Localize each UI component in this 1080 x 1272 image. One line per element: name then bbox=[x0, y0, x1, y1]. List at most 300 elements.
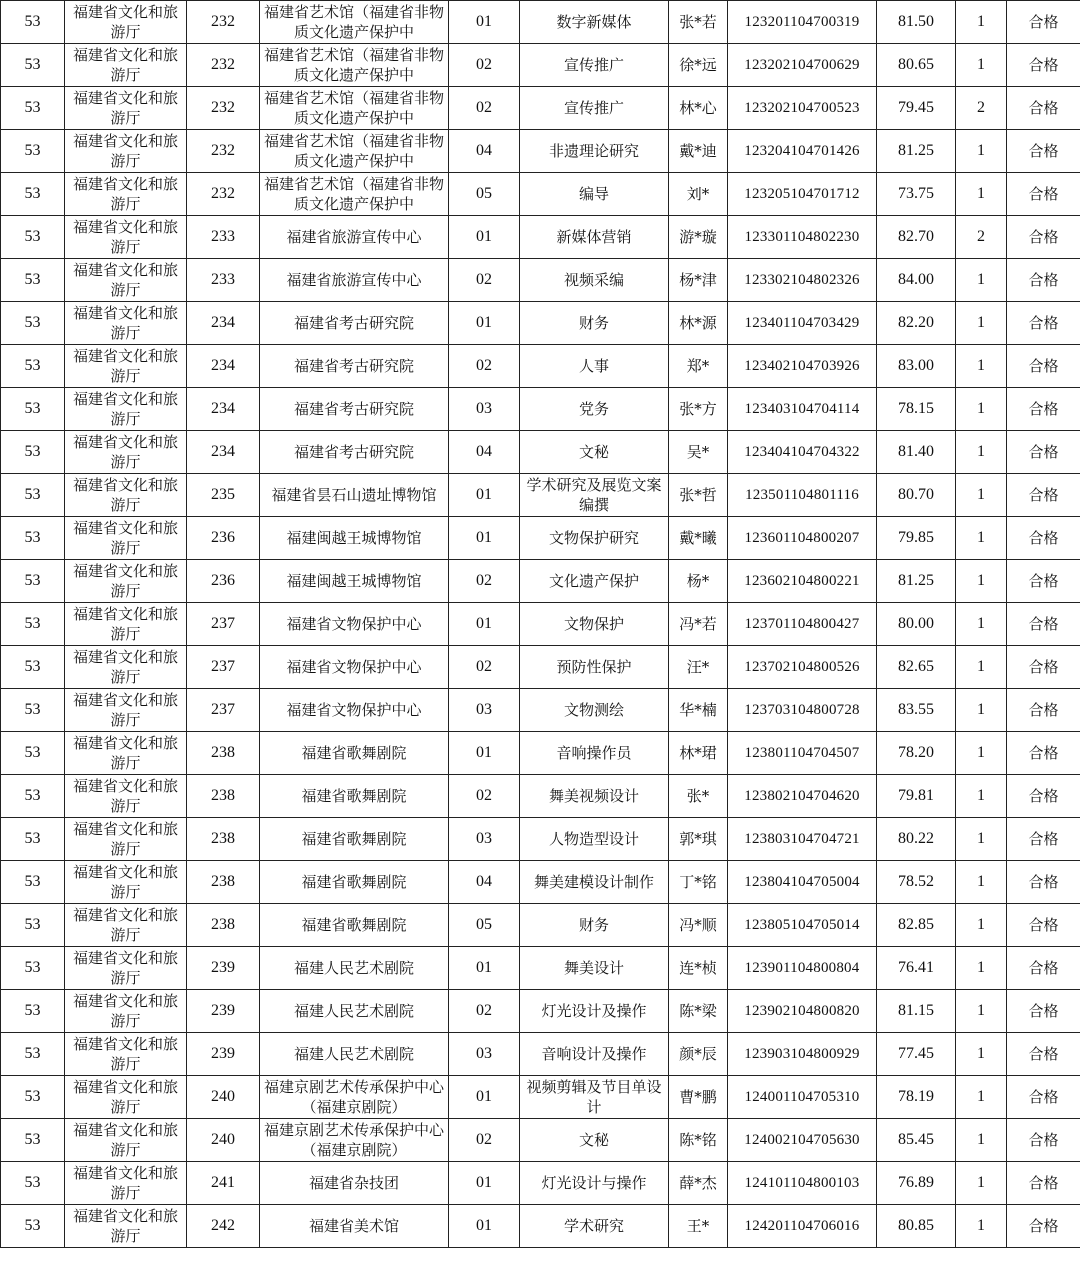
position-name-cell: 文物保护 bbox=[520, 603, 669, 646]
dept-name-cell: 福建省文化和旅游厅 bbox=[65, 216, 187, 259]
table-row bbox=[1, 603, 1080, 646]
ticket-number-cell: 123202104700523 bbox=[728, 87, 877, 130]
dept-code-cell: 53 bbox=[1, 818, 65, 861]
unit-code-cell: 238 bbox=[187, 775, 260, 818]
result-cell: 合格 bbox=[1007, 861, 1080, 904]
result-cell: 合格 bbox=[1007, 302, 1080, 345]
score-cell: 85.45 bbox=[877, 1119, 956, 1162]
unit-code-cell: 237 bbox=[187, 603, 260, 646]
dept-code-cell: 53 bbox=[1, 904, 65, 947]
unit-name-cell: 福建省歌舞剧院 bbox=[260, 904, 449, 947]
unit-code-cell: 241 bbox=[187, 1162, 260, 1205]
position-code-cell: 03 bbox=[449, 1033, 520, 1076]
candidate-name-cell: 游*璇 bbox=[669, 216, 728, 259]
candidate-name-cell: 徐*远 bbox=[669, 44, 728, 87]
position-code-cell: 04 bbox=[449, 861, 520, 904]
position-name-cell: 视频剪辑及节目单设计 bbox=[520, 1076, 669, 1119]
dept-code-cell: 53 bbox=[1, 1076, 65, 1119]
unit-code-cell: 238 bbox=[187, 732, 260, 775]
candidate-name-cell: 郭*琪 bbox=[669, 818, 728, 861]
table-row bbox=[1, 818, 1080, 861]
candidate-name-cell: 曹*鹏 bbox=[669, 1076, 728, 1119]
unit-code-cell: 239 bbox=[187, 947, 260, 990]
unit-name-cell: 福建京剧艺术传承保护中心（福建京剧院） bbox=[260, 1076, 449, 1119]
candidate-name-cell: 丁*铭 bbox=[669, 861, 728, 904]
score-cell: 78.20 bbox=[877, 732, 956, 775]
score-cell: 83.00 bbox=[877, 345, 956, 388]
result-cell: 合格 bbox=[1007, 1, 1080, 44]
dept-code-cell: 53 bbox=[1, 431, 65, 474]
position-code-cell: 02 bbox=[449, 560, 520, 603]
unit-code-cell: 234 bbox=[187, 388, 260, 431]
ticket-number-cell: 124101104800103 bbox=[728, 1162, 877, 1205]
table-row bbox=[1, 732, 1080, 775]
position-name-cell: 数字新媒体 bbox=[520, 1, 669, 44]
position-name-cell: 编导 bbox=[520, 173, 669, 216]
score-cell: 77.45 bbox=[877, 1033, 956, 1076]
candidate-name-cell: 颜*辰 bbox=[669, 1033, 728, 1076]
score-cell: 80.85 bbox=[877, 1205, 956, 1248]
position-code-cell: 01 bbox=[449, 1205, 520, 1248]
position-name-cell: 音响设计及操作 bbox=[520, 1033, 669, 1076]
unit-code-cell: 238 bbox=[187, 904, 260, 947]
result-cell: 合格 bbox=[1007, 1033, 1080, 1076]
score-cell: 82.85 bbox=[877, 904, 956, 947]
rank-cell: 1 bbox=[956, 947, 1007, 990]
ticket-number-cell: 123403104704114 bbox=[728, 388, 877, 431]
score-cell: 81.15 bbox=[877, 990, 956, 1033]
dept-code-cell: 53 bbox=[1, 1162, 65, 1205]
unit-code-cell: 236 bbox=[187, 517, 260, 560]
candidate-name-cell: 冯*顺 bbox=[669, 904, 728, 947]
rank-cell: 2 bbox=[956, 87, 1007, 130]
position-name-cell: 学术研究 bbox=[520, 1205, 669, 1248]
position-code-cell: 01 bbox=[449, 947, 520, 990]
table-row bbox=[1, 1119, 1080, 1162]
dept-code-cell: 53 bbox=[1, 1, 65, 44]
score-cell: 82.65 bbox=[877, 646, 956, 689]
position-code-cell: 01 bbox=[449, 603, 520, 646]
candidate-name-cell: 林*心 bbox=[669, 87, 728, 130]
dept-code-cell: 53 bbox=[1, 689, 65, 732]
ticket-number-cell: 123805104705014 bbox=[728, 904, 877, 947]
dept-code-cell: 53 bbox=[1, 259, 65, 302]
dept-name-cell: 福建省文化和旅游厅 bbox=[65, 44, 187, 87]
result-cell: 合格 bbox=[1007, 1162, 1080, 1205]
candidate-name-cell: 汪* bbox=[669, 646, 728, 689]
unit-code-cell: 237 bbox=[187, 646, 260, 689]
candidate-name-cell: 张*方 bbox=[669, 388, 728, 431]
position-name-cell: 视频采编 bbox=[520, 259, 669, 302]
unit-code-cell: 236 bbox=[187, 560, 260, 603]
ticket-number-cell: 123602104800221 bbox=[728, 560, 877, 603]
rank-cell: 1 bbox=[956, 1033, 1007, 1076]
result-cell: 合格 bbox=[1007, 474, 1080, 517]
ticket-number-cell: 123804104705004 bbox=[728, 861, 877, 904]
rank-cell: 1 bbox=[956, 775, 1007, 818]
position-name-cell: 财务 bbox=[520, 904, 669, 947]
table-row bbox=[1, 689, 1080, 732]
score-cell: 79.45 bbox=[877, 87, 956, 130]
position-name-cell: 灯光设计及操作 bbox=[520, 990, 669, 1033]
candidate-name-cell: 林*源 bbox=[669, 302, 728, 345]
score-cell: 84.00 bbox=[877, 259, 956, 302]
table-row bbox=[1, 1162, 1080, 1205]
ticket-number-cell: 123901104800804 bbox=[728, 947, 877, 990]
position-code-cell: 01 bbox=[449, 517, 520, 560]
dept-code-cell: 53 bbox=[1, 1033, 65, 1076]
dept-name-cell: 福建省文化和旅游厅 bbox=[65, 904, 187, 947]
table-row bbox=[1, 861, 1080, 904]
dept-code-cell: 53 bbox=[1, 388, 65, 431]
unit-name-cell: 福建省艺术馆（福建省非物质文化遗产保护中 bbox=[260, 173, 449, 216]
unit-name-cell: 福建省歌舞剧院 bbox=[260, 732, 449, 775]
position-code-cell: 03 bbox=[449, 689, 520, 732]
dept-name-cell: 福建省文化和旅游厅 bbox=[65, 818, 187, 861]
table-row bbox=[1, 1, 1080, 44]
rank-cell: 1 bbox=[956, 302, 1007, 345]
unit-name-cell: 福建人民艺术剧院 bbox=[260, 990, 449, 1033]
position-name-cell: 人事 bbox=[520, 345, 669, 388]
ticket-number-cell: 123703104800728 bbox=[728, 689, 877, 732]
score-cell: 83.55 bbox=[877, 689, 956, 732]
result-cell: 合格 bbox=[1007, 87, 1080, 130]
unit-code-cell: 233 bbox=[187, 216, 260, 259]
result-cell: 合格 bbox=[1007, 517, 1080, 560]
candidate-name-cell: 张*哲 bbox=[669, 474, 728, 517]
unit-name-cell: 福建闽越王城博物馆 bbox=[260, 560, 449, 603]
position-name-cell: 文秘 bbox=[520, 1119, 669, 1162]
unit-code-cell: 238 bbox=[187, 861, 260, 904]
table-row bbox=[1, 990, 1080, 1033]
dept-code-cell: 53 bbox=[1, 732, 65, 775]
result-cell: 合格 bbox=[1007, 44, 1080, 87]
dept-code-cell: 53 bbox=[1, 775, 65, 818]
candidate-name-cell: 郑* bbox=[669, 345, 728, 388]
score-cell: 80.65 bbox=[877, 44, 956, 87]
candidate-name-cell: 陈*梁 bbox=[669, 990, 728, 1033]
table-row bbox=[1, 560, 1080, 603]
position-code-cell: 02 bbox=[449, 345, 520, 388]
dept-code-cell: 53 bbox=[1, 560, 65, 603]
unit-name-cell: 福建省考古研究院 bbox=[260, 431, 449, 474]
rank-cell: 1 bbox=[956, 990, 1007, 1033]
table-row bbox=[1, 474, 1080, 517]
rank-cell: 1 bbox=[956, 431, 1007, 474]
score-cell: 80.70 bbox=[877, 474, 956, 517]
rank-cell: 1 bbox=[956, 517, 1007, 560]
position-name-cell: 党务 bbox=[520, 388, 669, 431]
table-row bbox=[1, 1033, 1080, 1076]
result-cell: 合格 bbox=[1007, 603, 1080, 646]
ticket-number-cell: 123803104704721 bbox=[728, 818, 877, 861]
table-row bbox=[1, 431, 1080, 474]
rank-cell: 1 bbox=[956, 259, 1007, 302]
result-cell: 合格 bbox=[1007, 775, 1080, 818]
position-code-cell: 02 bbox=[449, 775, 520, 818]
unit-name-cell: 福建省旅游宣传中心 bbox=[260, 259, 449, 302]
table-row bbox=[1, 302, 1080, 345]
dept-name-cell: 福建省文化和旅游厅 bbox=[65, 1076, 187, 1119]
unit-code-cell: 235 bbox=[187, 474, 260, 517]
ticket-number-cell: 123201104700319 bbox=[728, 1, 877, 44]
table-row bbox=[1, 173, 1080, 216]
score-cell: 78.19 bbox=[877, 1076, 956, 1119]
position-code-cell: 05 bbox=[449, 173, 520, 216]
candidate-name-cell: 张* bbox=[669, 775, 728, 818]
position-name-cell: 宣传推广 bbox=[520, 44, 669, 87]
dept-code-cell: 53 bbox=[1, 1119, 65, 1162]
dept-name-cell: 福建省文化和旅游厅 bbox=[65, 775, 187, 818]
ticket-number-cell: 123202104700629 bbox=[728, 44, 877, 87]
result-cell: 合格 bbox=[1007, 646, 1080, 689]
unit-name-cell: 福建省艺术馆（福建省非物质文化遗产保护中 bbox=[260, 87, 449, 130]
ticket-number-cell: 123702104800526 bbox=[728, 646, 877, 689]
position-name-cell: 宣传推广 bbox=[520, 87, 669, 130]
table-row bbox=[1, 517, 1080, 560]
candidate-name-cell: 杨* bbox=[669, 560, 728, 603]
position-name-cell: 舞美建模设计制作 bbox=[520, 861, 669, 904]
dept-code-cell: 53 bbox=[1, 861, 65, 904]
dept-name-cell: 福建省文化和旅游厅 bbox=[65, 431, 187, 474]
result-cell: 合格 bbox=[1007, 732, 1080, 775]
position-code-cell: 01 bbox=[449, 1162, 520, 1205]
position-name-cell: 文物测绘 bbox=[520, 689, 669, 732]
unit-code-cell: 237 bbox=[187, 689, 260, 732]
ticket-number-cell: 123601104800207 bbox=[728, 517, 877, 560]
score-cell: 79.81 bbox=[877, 775, 956, 818]
candidate-name-cell: 连*桢 bbox=[669, 947, 728, 990]
dept-name-cell: 福建省文化和旅游厅 bbox=[65, 1119, 187, 1162]
dept-name-cell: 福建省文化和旅游厅 bbox=[65, 130, 187, 173]
result-cell: 合格 bbox=[1007, 560, 1080, 603]
position-name-cell: 学术研究及展览文案编撰 bbox=[520, 474, 669, 517]
score-cell: 82.20 bbox=[877, 302, 956, 345]
position-code-cell: 03 bbox=[449, 388, 520, 431]
position-name-cell: 非遗理论研究 bbox=[520, 130, 669, 173]
score-cell: 82.70 bbox=[877, 216, 956, 259]
unit-name-cell: 福建人民艺术剧院 bbox=[260, 1033, 449, 1076]
dept-code-cell: 53 bbox=[1, 44, 65, 87]
dept-name-cell: 福建省文化和旅游厅 bbox=[65, 1, 187, 44]
unit-code-cell: 232 bbox=[187, 173, 260, 216]
candidate-name-cell: 刘* bbox=[669, 173, 728, 216]
candidate-name-cell: 杨*津 bbox=[669, 259, 728, 302]
position-name-cell: 预防性保护 bbox=[520, 646, 669, 689]
candidate-name-cell: 戴*曦 bbox=[669, 517, 728, 560]
candidate-name-cell: 薛*杰 bbox=[669, 1162, 728, 1205]
dept-code-cell: 53 bbox=[1, 345, 65, 388]
score-cell: 81.25 bbox=[877, 560, 956, 603]
position-name-cell: 文秘 bbox=[520, 431, 669, 474]
unit-name-cell: 福建省文物保护中心 bbox=[260, 689, 449, 732]
unit-name-cell: 福建省艺术馆（福建省非物质文化遗产保护中 bbox=[260, 44, 449, 87]
ticket-number-cell: 123802104704620 bbox=[728, 775, 877, 818]
dept-name-cell: 福建省文化和旅游厅 bbox=[65, 732, 187, 775]
rank-cell: 1 bbox=[956, 1, 1007, 44]
unit-name-cell: 福建省歌舞剧院 bbox=[260, 818, 449, 861]
position-name-cell: 新媒体营销 bbox=[520, 216, 669, 259]
unit-code-cell: 232 bbox=[187, 130, 260, 173]
result-cell: 合格 bbox=[1007, 1205, 1080, 1248]
table-row bbox=[1, 259, 1080, 302]
candidate-name-cell: 陈*铭 bbox=[669, 1119, 728, 1162]
rank-cell: 1 bbox=[956, 1162, 1007, 1205]
dept-name-cell: 福建省文化和旅游厅 bbox=[65, 302, 187, 345]
position-name-cell: 人物造型设计 bbox=[520, 818, 669, 861]
rank-cell: 1 bbox=[956, 1205, 1007, 1248]
unit-code-cell: 238 bbox=[187, 818, 260, 861]
dept-name-cell: 福建省文化和旅游厅 bbox=[65, 560, 187, 603]
rank-cell: 1 bbox=[956, 904, 1007, 947]
position-code-cell: 04 bbox=[449, 431, 520, 474]
score-cell: 81.50 bbox=[877, 1, 956, 44]
result-cell: 合格 bbox=[1007, 130, 1080, 173]
unit-code-cell: 234 bbox=[187, 345, 260, 388]
table-row bbox=[1, 904, 1080, 947]
unit-code-cell: 232 bbox=[187, 1, 260, 44]
ticket-number-cell: 123903104800929 bbox=[728, 1033, 877, 1076]
result-cell: 合格 bbox=[1007, 1119, 1080, 1162]
dept-code-cell: 53 bbox=[1, 603, 65, 646]
result-cell: 合格 bbox=[1007, 904, 1080, 947]
unit-name-cell: 福建省艺术馆（福建省非物质文化遗产保护中 bbox=[260, 1, 449, 44]
dept-name-cell: 福建省文化和旅游厅 bbox=[65, 173, 187, 216]
results-table-body bbox=[1, 1, 1080, 1248]
result-cell: 合格 bbox=[1007, 345, 1080, 388]
unit-name-cell: 福建省文物保护中心 bbox=[260, 603, 449, 646]
dept-code-cell: 53 bbox=[1, 517, 65, 560]
result-cell: 合格 bbox=[1007, 173, 1080, 216]
unit-code-cell: 240 bbox=[187, 1119, 260, 1162]
position-name-cell: 财务 bbox=[520, 302, 669, 345]
dept-name-cell: 福建省文化和旅游厅 bbox=[65, 603, 187, 646]
score-cell: 78.15 bbox=[877, 388, 956, 431]
score-cell: 73.75 bbox=[877, 173, 956, 216]
result-cell: 合格 bbox=[1007, 990, 1080, 1033]
result-cell: 合格 bbox=[1007, 431, 1080, 474]
rank-cell: 1 bbox=[956, 44, 1007, 87]
position-code-cell: 02 bbox=[449, 259, 520, 302]
score-cell: 81.40 bbox=[877, 431, 956, 474]
unit-name-cell: 福建闽越王城博物馆 bbox=[260, 517, 449, 560]
result-cell: 合格 bbox=[1007, 1076, 1080, 1119]
rank-cell: 1 bbox=[956, 388, 1007, 431]
result-cell: 合格 bbox=[1007, 689, 1080, 732]
unit-name-cell: 福建省考古研究院 bbox=[260, 302, 449, 345]
unit-code-cell: 233 bbox=[187, 259, 260, 302]
table-row bbox=[1, 87, 1080, 130]
dept-code-cell: 53 bbox=[1, 474, 65, 517]
score-cell: 76.89 bbox=[877, 1162, 956, 1205]
rank-cell: 1 bbox=[956, 689, 1007, 732]
unit-code-cell: 239 bbox=[187, 1033, 260, 1076]
dept-name-cell: 福建省文化和旅游厅 bbox=[65, 1205, 187, 1248]
ticket-number-cell: 123402104703926 bbox=[728, 345, 877, 388]
position-code-cell: 01 bbox=[449, 1076, 520, 1119]
rank-cell: 1 bbox=[956, 130, 1007, 173]
ticket-number-cell: 123401104703429 bbox=[728, 302, 877, 345]
rank-cell: 1 bbox=[956, 1119, 1007, 1162]
position-code-cell: 05 bbox=[449, 904, 520, 947]
table-row bbox=[1, 1076, 1080, 1119]
position-name-cell: 音响操作员 bbox=[520, 732, 669, 775]
dept-code-cell: 53 bbox=[1, 173, 65, 216]
position-code-cell: 02 bbox=[449, 87, 520, 130]
position-code-cell: 02 bbox=[449, 990, 520, 1033]
dept-code-cell: 53 bbox=[1, 302, 65, 345]
dept-code-cell: 53 bbox=[1, 990, 65, 1033]
table-row bbox=[1, 775, 1080, 818]
unit-code-cell: 239 bbox=[187, 990, 260, 1033]
dept-code-cell: 53 bbox=[1, 947, 65, 990]
score-cell: 81.25 bbox=[877, 130, 956, 173]
candidate-name-cell: 张*若 bbox=[669, 1, 728, 44]
ticket-number-cell: 123204104701426 bbox=[728, 130, 877, 173]
candidate-name-cell: 吴* bbox=[669, 431, 728, 474]
ticket-number-cell: 123501104801116 bbox=[728, 474, 877, 517]
score-cell: 80.00 bbox=[877, 603, 956, 646]
candidate-name-cell: 王* bbox=[669, 1205, 728, 1248]
dept-name-cell: 福建省文化和旅游厅 bbox=[65, 689, 187, 732]
unit-code-cell: 232 bbox=[187, 44, 260, 87]
unit-name-cell: 福建省考古研究院 bbox=[260, 345, 449, 388]
table-row bbox=[1, 130, 1080, 173]
unit-name-cell: 福建省昙石山遗址博物馆 bbox=[260, 474, 449, 517]
result-cell: 合格 bbox=[1007, 818, 1080, 861]
candidate-name-cell: 戴*迪 bbox=[669, 130, 728, 173]
table-row bbox=[1, 646, 1080, 689]
position-code-cell: 02 bbox=[449, 646, 520, 689]
position-code-cell: 01 bbox=[449, 302, 520, 345]
table-row bbox=[1, 345, 1080, 388]
rank-cell: 1 bbox=[956, 646, 1007, 689]
result-cell: 合格 bbox=[1007, 216, 1080, 259]
position-code-cell: 03 bbox=[449, 818, 520, 861]
unit-code-cell: 234 bbox=[187, 302, 260, 345]
dept-code-cell: 53 bbox=[1, 87, 65, 130]
dept-name-cell: 福建省文化和旅游厅 bbox=[65, 388, 187, 431]
unit-name-cell: 福建省文物保护中心 bbox=[260, 646, 449, 689]
ticket-number-cell: 124002104705630 bbox=[728, 1119, 877, 1162]
ticket-number-cell: 123801104704507 bbox=[728, 732, 877, 775]
ticket-number-cell: 123205104701712 bbox=[728, 173, 877, 216]
table-row bbox=[1, 44, 1080, 87]
candidate-name-cell: 冯*若 bbox=[669, 603, 728, 646]
position-code-cell: 01 bbox=[449, 1, 520, 44]
unit-name-cell: 福建省美术馆 bbox=[260, 1205, 449, 1248]
table-row bbox=[1, 947, 1080, 990]
position-code-cell: 01 bbox=[449, 216, 520, 259]
unit-name-cell: 福建省杂技团 bbox=[260, 1162, 449, 1205]
ticket-number-cell: 123404104704322 bbox=[728, 431, 877, 474]
unit-name-cell: 福建京剧艺术传承保护中心（福建京剧院） bbox=[260, 1119, 449, 1162]
unit-code-cell: 240 bbox=[187, 1076, 260, 1119]
table-row bbox=[1, 216, 1080, 259]
unit-name-cell: 福建省艺术馆（福建省非物质文化遗产保护中 bbox=[260, 130, 449, 173]
result-cell: 合格 bbox=[1007, 388, 1080, 431]
rank-cell: 1 bbox=[956, 1076, 1007, 1119]
result-cell: 合格 bbox=[1007, 259, 1080, 302]
unit-code-cell: 234 bbox=[187, 431, 260, 474]
score-cell: 79.85 bbox=[877, 517, 956, 560]
dept-name-cell: 福建省文化和旅游厅 bbox=[65, 87, 187, 130]
dept-code-cell: 53 bbox=[1, 216, 65, 259]
dept-code-cell: 53 bbox=[1, 1205, 65, 1248]
table-row bbox=[1, 1205, 1080, 1248]
candidate-name-cell: 华*楠 bbox=[669, 689, 728, 732]
dept-name-cell: 福建省文化和旅游厅 bbox=[65, 517, 187, 560]
